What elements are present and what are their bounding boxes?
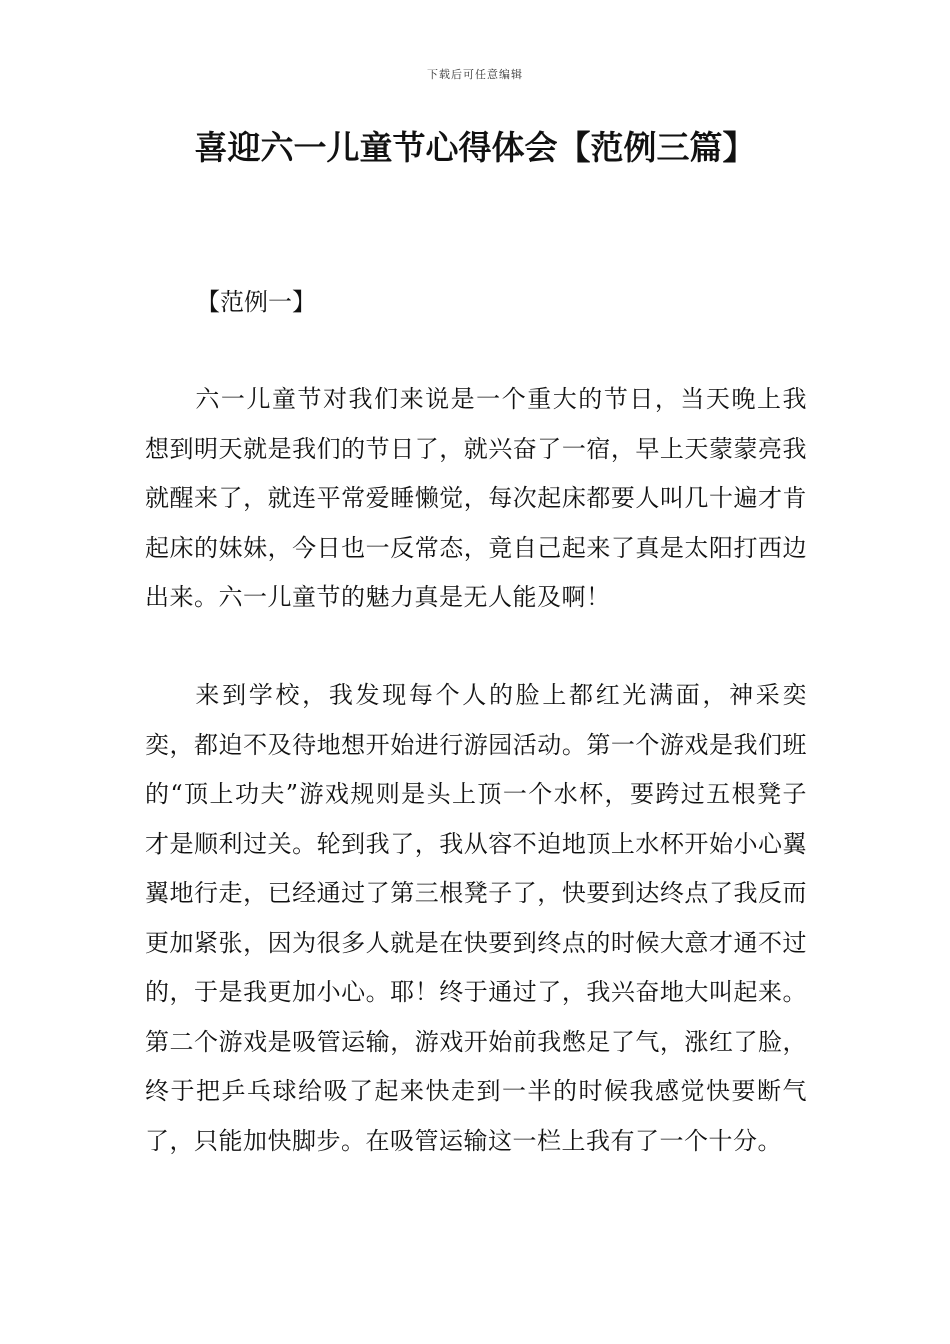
section-heading: 【范例一】 [196,288,316,316]
document-title: 喜迎六一儿童节心得体会【范例三篇】 [194,128,756,167]
header-note: 下载后可任意编辑 [427,68,523,81]
paragraph-2: 来到学校，我发现每个人的脸上都红光满面，神采奕奕，都迫不及待地想开始进行游园活动。第一个游戏是我们班的“顶上功夫”游戏规则是头上顶一个水杯，要跨过五根凳子才是顺利过关。轮到我了，我从容不迫地顶上水杯开始小心翼翼地行走，已经通过了第三根凳子了，快要到达终点了我反而更加紧张，因为很多人就是在快要到终点的时候大意才通不过的，于是我更加小心。耶！终于通过了，我兴奋地大叫起来。第二个游戏是吸管运输，游戏开始前我憋足了气，涨红了脸，终于把乒乓球给吸了起来快走到一半的时候我感觉快要断气了，只能加快脚步。在吸管运输这一栏上我有了一个十分。 [145,681,807,1155]
paragraph-1: 六一儿童节对我们来说是一个重大的节日，当天晚上我想到明天就是我们的节日了，就兴奋了一宿，早上天蒙蒙亮我就醒来了，就连平常爱睡懒觉，每次起床都要人叫几十遍才肯起床的妹妹，今日也一反常态，竟自己起来了真是太阳打西边出来。六一儿童节的魅力真是无人能及啊！ [145,385,807,611]
